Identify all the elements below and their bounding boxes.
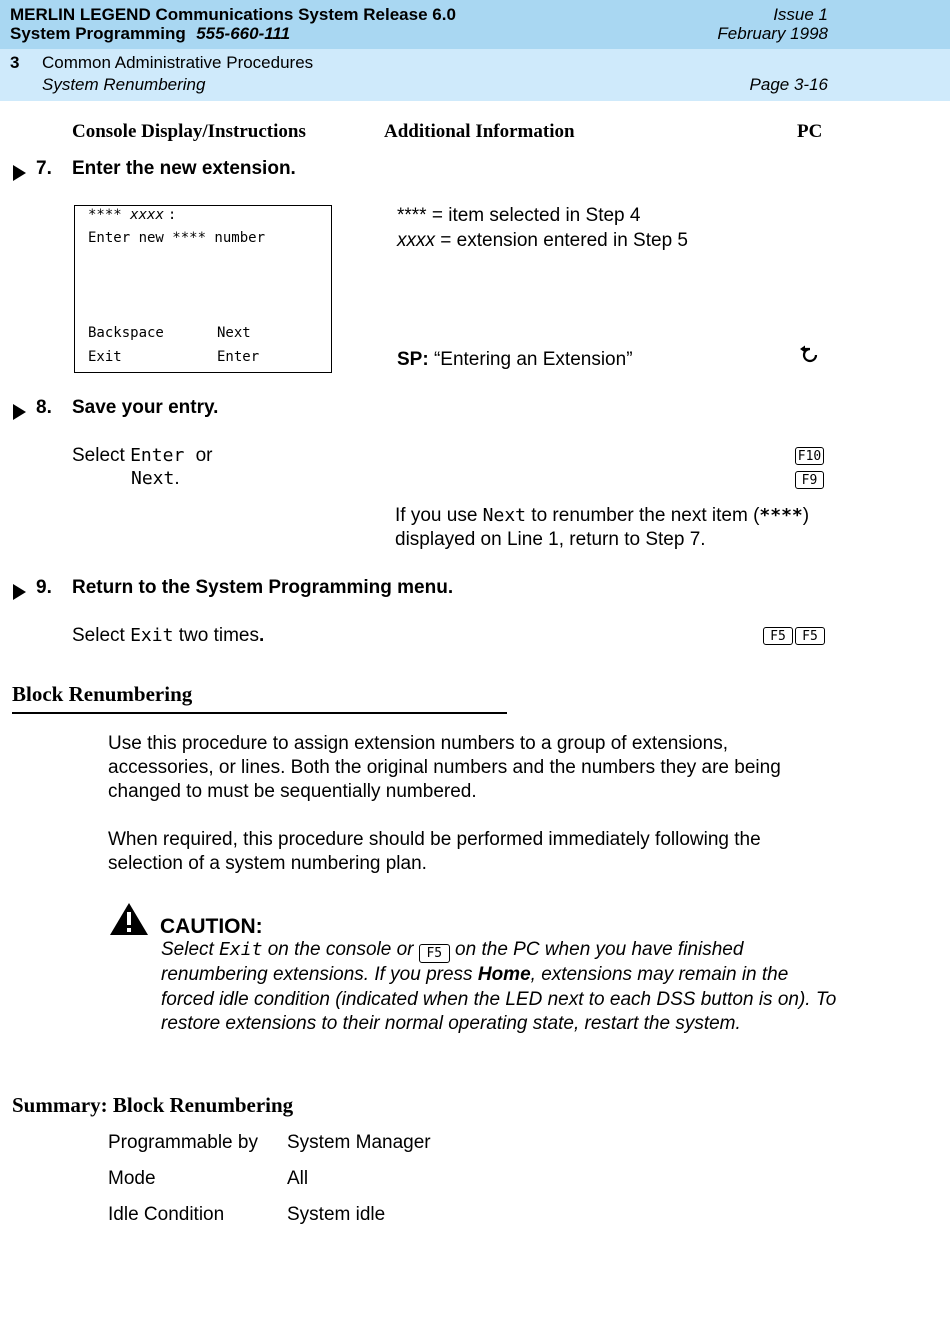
step-8-info-line-2: displayed on Line 1, return to Step 7.: [395, 529, 706, 550]
step-9-title: Return to the System Programming menu.: [72, 577, 454, 598]
section-title-block-renumbering: Block Renumbering: [12, 682, 193, 706]
info-extension-entered: xxxx = extension entered in Step 5: [397, 230, 688, 251]
step-8-instruction-line-2: Next.: [131, 468, 180, 489]
f9-key[interactable]: F9: [795, 471, 824, 489]
column-heading-pc: PC: [797, 121, 823, 142]
warning-triangle-icon: [109, 902, 149, 936]
step-8-number: 8.: [36, 397, 52, 418]
display-stars: ****: [88, 207, 131, 223]
display-button-next[interactable]: Next: [217, 325, 251, 341]
step-arrow-icon: [13, 584, 26, 600]
chapter-title: Common Administrative Procedures: [42, 53, 314, 72]
date: February 1998: [717, 24, 828, 43]
step-8-info-line-1: If you use Next to renumber the next item (****): [395, 505, 810, 526]
step-9-number: 9.: [36, 577, 52, 598]
display-button-enter[interactable]: Enter: [217, 349, 260, 365]
step-8-instruction-line-1: Select Enter or: [72, 445, 213, 466]
doc-subtitle-line: [10, 24, 290, 44]
block-paragraph-1: Use this procedure to assign extension numbers to a group of extensions, accessories, or lines. Both the original numbers and the numbers they are being changed to must be sequentially numbered.: [108, 733, 781, 802]
display-line-2: Enter new **** number: [88, 230, 266, 246]
summary-label: Idle Condition: [108, 1204, 225, 1225]
display-xxxx: xxxx: [130, 207, 164, 223]
doc-title: MERLIN LEGEND Communications System Release 6.0: [10, 5, 456, 24]
doc-subtitle: System Programming: [10, 24, 186, 43]
section-name: System Renumbering: [42, 75, 206, 94]
summary-value: System idle: [287, 1204, 386, 1225]
column-heading-console: Console Display/Instructions: [72, 121, 306, 142]
step-arrow-icon: [13, 165, 26, 181]
summary-value: System Manager: [287, 1132, 431, 1153]
console-display: [74, 205, 332, 373]
option-enter[interactable]: Enter: [130, 445, 185, 466]
f10-key[interactable]: F10: [795, 447, 824, 465]
summary-value: All: [287, 1168, 309, 1189]
display-colon: :: [167, 207, 177, 223]
summary-label: Programmable by: [108, 1132, 258, 1153]
sp-reference: SP: “Entering an Extension”: [397, 349, 633, 370]
display-button-exit[interactable]: Exit: [88, 349, 122, 365]
step-7-title: Enter the new extension.: [72, 158, 296, 179]
option-next[interactable]: Next: [131, 468, 175, 489]
column-heading-info: Additional Information: [384, 121, 575, 142]
issue: Issue 1: [773, 5, 828, 24]
section-title-summary: Summary: Block Renumbering: [12, 1093, 294, 1117]
f5-key[interactable]: F5: [419, 944, 450, 963]
step-8-title: Save your entry.: [72, 397, 219, 418]
doc-number: 555-660-111: [196, 24, 291, 43]
caution-label: CAUTION:: [160, 915, 263, 938]
f5-key[interactable]: F5: [763, 627, 793, 645]
summary-label: Mode: [108, 1168, 156, 1189]
return-arrow-icon: [799, 345, 819, 365]
display-button-backspace[interactable]: Backspace: [88, 325, 164, 341]
block-paragraph-2: When required, this procedure should be performed immediately following the selection of a system numbering plan.: [108, 829, 761, 874]
display-line-1: [88, 207, 176, 223]
caution-text: Select Exit on the console or F5 on the PC when you have finished renumbering extensions. If you press Home, extensions may remain in the forced idle condition (indicated when the LED next to each DSS button is on). To restore extensions to their normal operating state, restart the system.: [161, 939, 837, 1034]
step-7-number: 7.: [36, 158, 52, 179]
f5-key[interactable]: F5: [795, 627, 825, 645]
step-arrow-icon: [13, 404, 26, 420]
option-exit[interactable]: Exit: [130, 625, 174, 646]
section-rule: [12, 712, 507, 714]
chapter-number: 3: [10, 53, 20, 72]
step-9-instruction: Select Exit two times.: [72, 625, 265, 646]
page-number: Page 3-16: [749, 75, 828, 94]
info-item-selected: **** = item selected in Step 4: [397, 205, 641, 226]
